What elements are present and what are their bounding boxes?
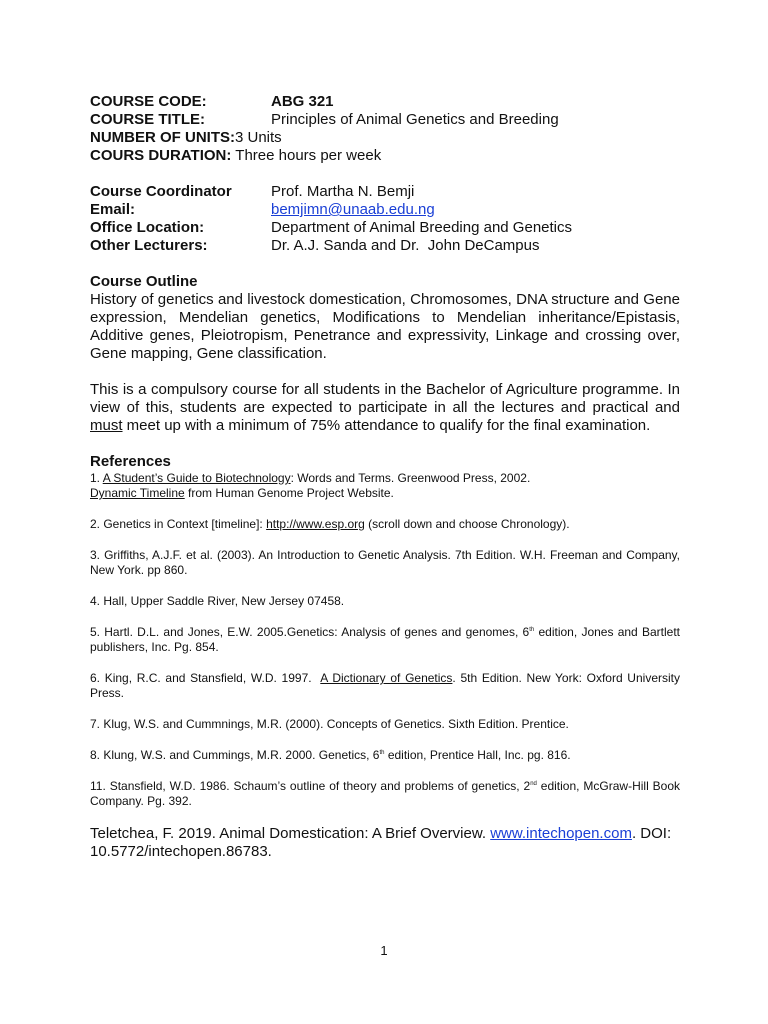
ref-1-prefix: 1. (90, 471, 103, 485)
office-label: Office Location: (90, 219, 205, 236)
office-value: Department of Animal Breeding and Genetics (271, 219, 573, 236)
compulsory-text-a: This is a compulsory course for all students in the Bachelor of Agriculture programme. In view of this, students are expected to participate in all the lectures and practical and (90, 381, 680, 416)
reference-8 (90, 748, 680, 763)
ref-8-b: edition, Prentice Hall, Inc. pg. 816. (384, 748, 571, 762)
ref-5-a: 5. Hartl. D.L. and Jones, E.W. 2005.Genetics: Analysis of genes and genomes, 6 (90, 625, 530, 639)
course-title-label: COURSE TITLE: (90, 111, 205, 128)
must-emphasis: must (90, 417, 123, 434)
ref-11-a: 11. Stansfield, W.D. 1986. Schaum’s outline of theory and problems of genetics, 2 (90, 779, 531, 793)
lecturers-row (90, 237, 680, 255)
ref-6-a: 6. King, R.C. and Stansfield, W.D. 1997. (90, 671, 321, 685)
ref-5-sup: th (529, 627, 535, 633)
reference-2 (90, 517, 680, 532)
ref-6-link[interactable]: A Dictionary of Genetics (320, 671, 453, 685)
email-label: Email: (90, 201, 136, 218)
ref-6-b: . 5th Edition. New York: Oxford University Press. (90, 671, 680, 700)
ref-11-sup: nd (530, 781, 537, 787)
ref-2-rest: (scroll down and choose Chronology). (364, 517, 570, 531)
units-row (90, 129, 680, 147)
reference-5 (90, 625, 680, 655)
page-number: 1 (380, 943, 388, 958)
ref-12-b: . DOI: 10.5772/intechopen.86783. (90, 825, 672, 860)
reference-4: 4. Hall, Upper Saddle River, New Jersey 07458. (90, 594, 345, 608)
reference-teletchea (90, 825, 680, 861)
email-link[interactable]: bemjimn@unaab.edu.ng (271, 201, 435, 218)
compulsory-text-b: meet up with a minimum of 75% attendance to qualify for the final examination. (122, 417, 651, 434)
ref-12-a: Teletchea, F. 2019. Animal Domestication: A Brief Overview. (90, 825, 491, 842)
compulsory-paragraph (90, 381, 680, 435)
reference-11 (90, 779, 680, 809)
units-value: 3 Units (235, 129, 282, 146)
course-title-row (90, 111, 680, 129)
lecturers-value: Dr. A.J. Sanda and Dr. John DeCampus (271, 237, 540, 254)
ref-2-link[interactable]: http://www.esp.org (266, 517, 365, 531)
ref-8-sup: th (379, 750, 385, 756)
duration-label: COURS DURATION: (90, 147, 232, 164)
lecturers-label: Other Lecturers: (90, 237, 208, 254)
reference-6 (90, 671, 680, 701)
ref-5-b: edition, Jones and Bartlett publishers, Inc. Pg. 854. (90, 625, 680, 654)
reference-7: 7. Klug, W.S. and Cummnings, M.R. (2000). Concepts of Genetics. Sixth Edition. Prentice. (90, 717, 569, 731)
ref-12-link[interactable]: www.intechopen.com (490, 825, 632, 842)
coordinator-value: Prof. Martha N. Bemji (271, 183, 415, 200)
coordinator-row (90, 183, 680, 201)
duration-value: Three hours per week (231, 147, 382, 164)
ref-8-a: 8. Klung, W.S. and Cummings, M.R. 2000. Genetics, 6 (90, 748, 380, 762)
course-code-row (90, 93, 680, 111)
ref-1-rest: : Words and Terms. Greenwood Press, 2002. (290, 471, 531, 485)
duration-row (90, 147, 680, 165)
ref-1b-rest: from Human Genome Project Website. (184, 486, 394, 500)
reference-3: 3. Griffiths, A.J.F. et al. (2003). An Introduction to Genetic Analysis. 7th Edition. W.H. Freeman and Company, New York. pp 860. (90, 548, 680, 577)
office-row (90, 219, 680, 237)
references-heading: References (90, 453, 171, 470)
ref-2-prefix: 2. Genetics in Context [timeline]: (90, 517, 267, 531)
ref-11-b: edition, McGraw-Hill Book Company. Pg. 392. (90, 779, 681, 808)
course-code: ABG 321 (271, 93, 334, 110)
email-row (90, 201, 680, 219)
ref-1-link[interactable]: A Student’s Guide to Biotechnology (102, 471, 291, 485)
references-list (90, 471, 680, 861)
reference-1b (90, 486, 680, 501)
ref-1b-link[interactable]: Dynamic Timeline (90, 486, 185, 500)
document-page (90, 93, 680, 861)
course-code-label: COURSE CODE: (90, 93, 207, 110)
reference-1 (90, 471, 680, 486)
outline-heading: Course Outline (90, 273, 198, 290)
outline-text: History of genetics and livestock domestication, Chromosomes, DNA structure and Gene expression, Mendelian genetics, Modifications to Mendelian inheritance/Epistasis, Additive genes, Pleiotropism, Penetrance and expressivity, Linkage and crossing over, Gene mapping, Gene classification. (90, 291, 680, 362)
units-label: NUMBER OF UNITS: (90, 129, 235, 146)
coordinator-label: Course Coordinator (90, 183, 232, 200)
course-title: Principles of Animal Genetics and Breeding (271, 111, 559, 128)
